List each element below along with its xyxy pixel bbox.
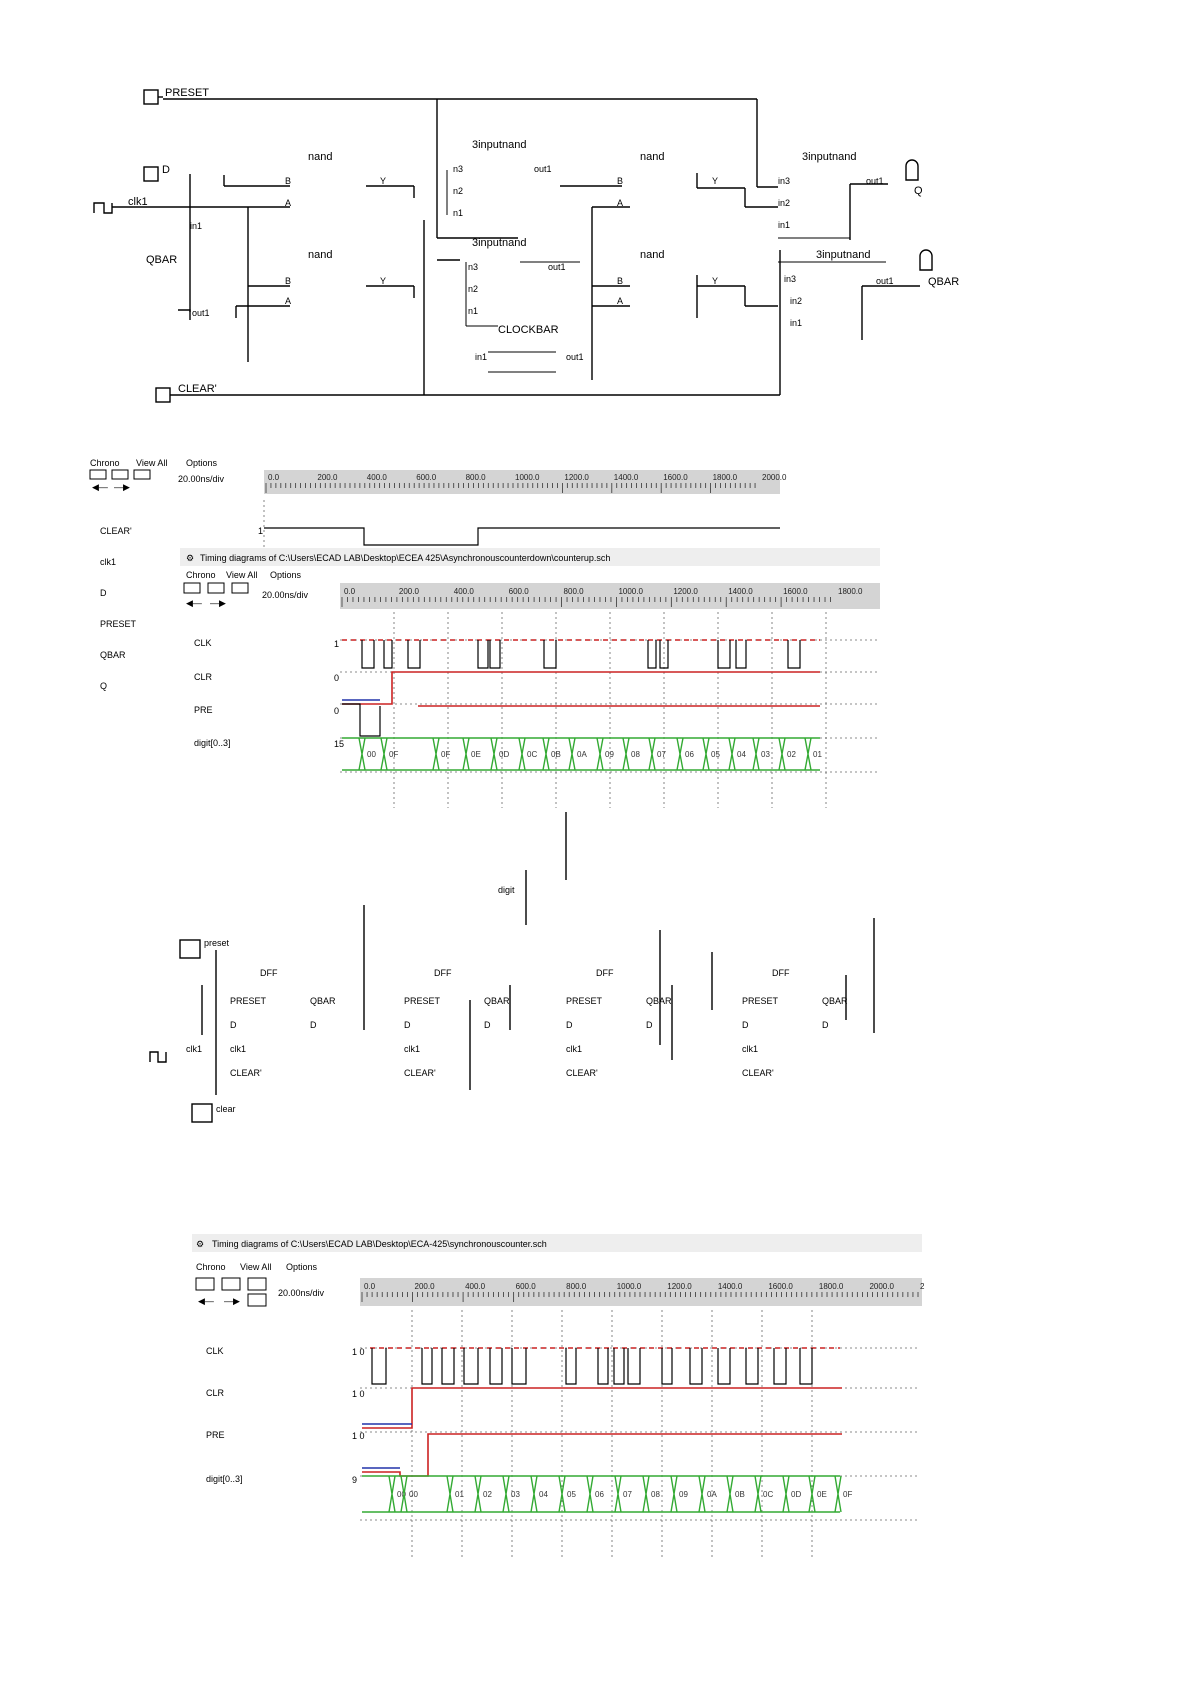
- t3-digit-value: 0B: [735, 1490, 745, 1499]
- t3-menu-viewall[interactable]: View All: [240, 1262, 272, 1272]
- t1-div: 20.00ns/div: [178, 474, 225, 484]
- dff-q-pin: D: [484, 1020, 491, 1030]
- t2-menu-chrono[interactable]: Chrono: [186, 570, 216, 580]
- q-output-icon: [906, 160, 918, 180]
- t2-digit-value: 0E: [471, 750, 481, 759]
- clock-input-icon[interactable]: [94, 203, 112, 213]
- t2-digit-value: 03: [761, 750, 770, 759]
- svg-text:out1: out1: [534, 164, 552, 174]
- t1-signal-label: clk1: [100, 557, 117, 567]
- svg-text:B: B: [285, 176, 292, 186]
- t2-digit-transition: [597, 738, 603, 770]
- t3-digit-value: 07: [623, 1490, 632, 1499]
- t3-clk-pulse: [598, 1348, 608, 1384]
- t2-clk-pulse: [544, 640, 556, 668]
- svg-text:Y: Y: [712, 276, 719, 286]
- tick-label: 2000.0: [762, 473, 787, 482]
- tick-label: 0.0: [268, 473, 280, 482]
- preset-label: PRESET: [165, 87, 210, 99]
- tick-label: 400.0: [366, 473, 387, 482]
- tick-label: 2000.0: [869, 1282, 894, 1291]
- preset-input-icon-2[interactable]: [180, 940, 200, 958]
- t1-signal-label: D: [100, 588, 107, 598]
- t2-digit-value: 08: [631, 750, 640, 759]
- and3-2-label: 3inputnand: [472, 237, 527, 249]
- t3-init-value: 1 0: [352, 1431, 365, 1441]
- t2-signal-label: CLK: [194, 638, 212, 648]
- tick-label: 1400.0: [717, 1282, 743, 1291]
- tick-label: 200.0: [414, 1282, 435, 1291]
- t2-clk-pulse: [736, 640, 746, 668]
- t3-digit-value: 0C: [763, 1490, 774, 1499]
- clockbar-label: CLOCKBAR: [498, 324, 559, 336]
- qbar-label: QBAR: [928, 276, 960, 288]
- and3-4-label: 3inputnand: [816, 249, 871, 261]
- t3-clk-pulse: [422, 1348, 432, 1384]
- dff-clk-pin: clk1: [230, 1044, 247, 1054]
- clk-label: clk1: [128, 196, 148, 208]
- t2-digit-value: 07: [657, 750, 666, 759]
- t2-digit-value: 05: [711, 750, 720, 759]
- t3-pre-trace: [362, 1434, 842, 1476]
- t3-digit-value: 03: [511, 1490, 520, 1499]
- t3-init-value: 1 0: [352, 1389, 365, 1399]
- t2-digit-transition: [753, 738, 759, 770]
- t3-digit-transition: [389, 1476, 395, 1512]
- nand4-label: nand: [640, 249, 665, 261]
- tick-label: 1200.0: [667, 1282, 692, 1291]
- t1-signal-label: Q: [100, 681, 108, 691]
- t3-plus-button[interactable]: [248, 1278, 266, 1290]
- t1-menu-viewall[interactable]: View All: [136, 458, 168, 468]
- tick-label: 800.0: [465, 473, 486, 482]
- t3-digit-value: 09: [679, 1490, 688, 1499]
- t3-digit-transition: [615, 1476, 621, 1512]
- tick-label: 1600.0: [768, 1282, 793, 1291]
- svg-text:out1: out1: [876, 276, 894, 286]
- t2-digit-transition: [779, 738, 785, 770]
- t2-digit-transition: [491, 738, 497, 770]
- tick-label: 1000.0: [618, 587, 643, 596]
- svg-text:in1: in1: [778, 220, 791, 230]
- t3-digit-transition: [699, 1476, 705, 1512]
- t1-first-value: 1: [258, 526, 264, 536]
- tick-label: 400.0: [465, 1282, 486, 1291]
- t1-menu-chrono[interactable]: Chrono: [90, 458, 120, 468]
- t3-signal-label: CLR: [206, 1388, 225, 1398]
- t2-digit-value: 0D: [499, 750, 510, 759]
- tick-label: 1200.0: [673, 587, 698, 596]
- t3-digit-value: 08: [651, 1490, 660, 1499]
- dff-title: DFF: [596, 968, 614, 978]
- t3-digit-value: 00: [397, 1490, 406, 1499]
- t2-digit-value: 0C: [527, 750, 538, 759]
- t3-digit-transition: [755, 1476, 761, 1512]
- t2-init-value: 0: [334, 673, 340, 683]
- svg-text:in3: in3: [778, 176, 791, 186]
- clock-input-icon-2[interactable]: [150, 1052, 166, 1062]
- t2-init-value: 0: [334, 706, 340, 716]
- t3-digit-value: 0A: [707, 1490, 717, 1499]
- t3-clk-pulse: [490, 1348, 502, 1384]
- dff-qbar-pin: QBAR: [646, 996, 672, 1006]
- svg-text:in2: in2: [790, 296, 803, 306]
- tick-label: 1200.0: [564, 473, 589, 482]
- t2-digit-transition: [543, 738, 549, 770]
- tick-label: 1400.0: [613, 473, 639, 482]
- t2-digit-transition: [381, 738, 387, 770]
- dff-preset-pin: PRESET: [230, 996, 267, 1006]
- svg-text:Y: Y: [712, 176, 719, 186]
- t2-menu-options[interactable]: Options: [270, 570, 302, 580]
- in1-label: in1: [190, 221, 203, 231]
- clear-input-icon-2[interactable]: [192, 1104, 212, 1122]
- t3-title: Timing diagrams of C:\Users\ECAD LAB\Desktop\ECA-425\synchronouscounter.sch: [212, 1239, 547, 1249]
- t3-signal-label: digit[0..3]: [206, 1474, 243, 1484]
- t2-signal-label: digit[0..3]: [194, 738, 231, 748]
- digit-label: digit: [498, 885, 515, 895]
- svg-text:n1: n1: [453, 208, 464, 218]
- dff-title: DFF: [434, 968, 452, 978]
- t3-digit-value: 04: [539, 1490, 548, 1499]
- t2-signal-label: CLR: [194, 672, 213, 682]
- t2-clr-trace: [342, 672, 820, 704]
- clk-input-label-2: clk1: [186, 1044, 203, 1054]
- t3-digit-value: 01: [455, 1490, 464, 1499]
- t1-left-arrow-icon[interactable]: ◀—: [92, 482, 108, 492]
- dff-clk-pin: clk1: [404, 1044, 421, 1054]
- svg-text:A: A: [617, 198, 624, 208]
- dff-title: DFF: [772, 968, 790, 978]
- and3-3-label: 3inputnand: [802, 151, 857, 163]
- t1-zoom-in-button[interactable]: [112, 470, 128, 479]
- svg-text:out1: out1: [548, 262, 566, 272]
- nand2-label: nand: [308, 249, 333, 261]
- svg-text:Y: Y: [380, 276, 387, 286]
- t3-digit-value: 0F: [843, 1490, 853, 1499]
- t3-clk-pulse: [566, 1348, 576, 1384]
- t2-digit-value: 00: [367, 750, 376, 759]
- svg-text:n2: n2: [453, 186, 464, 196]
- t3-clk-pulse: [662, 1348, 672, 1384]
- dff-clk-pin: clk1: [742, 1044, 759, 1054]
- dff-preset-pin: PRESET: [742, 996, 779, 1006]
- counter-schematic: [150, 812, 874, 1122]
- t3-zoom-out-button[interactable]: [196, 1278, 214, 1290]
- t3-digit-transition: [783, 1476, 789, 1512]
- t1-signal-label: QBAR: [100, 650, 126, 660]
- timing-window-3[interactable]: [192, 1234, 925, 1560]
- t2-plus-button[interactable]: [232, 583, 248, 593]
- dff-clear-pin: CLEAR': [230, 1068, 262, 1078]
- tick-label: 600.0: [515, 1282, 536, 1291]
- tick-label: 0.0: [364, 1282, 376, 1291]
- t2-right-arrow-icon[interactable]: —▶: [210, 598, 226, 608]
- t3-clk-pulse: [512, 1348, 526, 1384]
- and3-1-label: 3inputnand: [472, 139, 527, 151]
- t3-init-value: 9: [352, 1475, 358, 1485]
- t2-pre-pulse: [342, 704, 380, 736]
- tick-label: 1000.0: [515, 473, 540, 482]
- svg-text:A: A: [285, 296, 292, 306]
- t3-digit-value: 0D: [791, 1490, 802, 1499]
- tick-label: 400.0: [453, 587, 474, 596]
- tick-label: 200.0: [398, 587, 419, 596]
- preset-label-2: preset: [204, 938, 230, 948]
- t3-zoom-in-button[interactable]: [222, 1278, 240, 1290]
- svg-text:n1: n1: [468, 306, 479, 316]
- dff-blocks: [186, 968, 848, 1078]
- svg-text:n3: n3: [453, 164, 464, 174]
- qbar-in-label: QBAR: [146, 254, 178, 266]
- svg-text:n2: n2: [468, 284, 479, 294]
- t3-window-icon: ⚙: [196, 1239, 205, 1249]
- tick-label: 800.0: [563, 587, 584, 596]
- t3-left-arrow-icon[interactable]: ◀—: [198, 1296, 214, 1306]
- t2-digit-transition: [359, 738, 365, 770]
- clear-label: CLEAR': [178, 383, 217, 395]
- dff-d-pin: D: [230, 1020, 237, 1030]
- svg-text:A: A: [617, 296, 624, 306]
- preset-input-icon[interactable]: [144, 90, 158, 104]
- t2-left-arrow-icon[interactable]: ◀—: [186, 598, 202, 608]
- t3-clk-pulse: [628, 1348, 640, 1384]
- t3-clk-pulse: [614, 1348, 624, 1384]
- t3-init-value: 1 0: [352, 1347, 365, 1357]
- t1-signal-label: PRESET: [100, 619, 137, 629]
- tick-label: 1400.0: [728, 587, 753, 596]
- svg-text:out1: out1: [566, 352, 584, 362]
- svg-text:A: A: [285, 198, 292, 208]
- t3-clk-pulse: [718, 1348, 730, 1384]
- t2-digit-transition: [677, 738, 683, 770]
- t1-signal-names: [100, 526, 137, 691]
- tick-label: 800.0: [566, 1282, 587, 1291]
- dff-d-pin: D: [742, 1020, 749, 1030]
- t1-plus-button[interactable]: [134, 470, 150, 479]
- t3-clk-pulse: [372, 1348, 386, 1384]
- tick-label: 1800.0: [838, 587, 863, 596]
- dff-q-pin: D: [646, 1020, 653, 1030]
- t3-clk-pulse: [690, 1348, 702, 1384]
- t3-right-arrow-icon[interactable]: —▶: [224, 1296, 240, 1306]
- dff-schematic: [94, 87, 959, 402]
- dff-d-pin: D: [566, 1020, 573, 1030]
- t3-digit-value: 00: [409, 1490, 418, 1499]
- t3-digit-transition: [835, 1476, 841, 1512]
- d-input-icon[interactable]: [144, 167, 158, 181]
- t3-menu-chrono[interactable]: Chrono: [196, 1262, 226, 1272]
- t3-menu-options[interactable]: Options: [286, 1262, 318, 1272]
- t3-clk-pulse: [442, 1348, 454, 1384]
- t3-div: 20.00ns/div: [278, 1288, 325, 1298]
- t2-title: Timing diagrams of C:\Users\ECAD LAB\Desktop\ECEA 425\Asynchronouscounterdown\counterup.sch: [200, 553, 611, 563]
- t2-digit-value: 09: [605, 750, 614, 759]
- svg-text:B: B: [617, 276, 624, 286]
- t2-grid: [340, 612, 880, 808]
- svg-text:in2: in2: [778, 198, 791, 208]
- timing-window-2[interactable]: [180, 548, 880, 808]
- dff-clk-pin: clk1: [566, 1044, 583, 1054]
- svg-text:out1: out1: [866, 176, 884, 186]
- t2-digit-value: 02: [787, 750, 796, 759]
- svg-text:B: B: [285, 276, 292, 286]
- t2-clk-pulse: [478, 640, 488, 668]
- t2-digit-transition: [569, 738, 575, 770]
- tick-label: 1800.0: [712, 473, 738, 482]
- t2-init-value: 15: [334, 739, 345, 749]
- t3-minus-button[interactable]: [248, 1294, 266, 1306]
- dff-preset-pin: PRESET: [404, 996, 441, 1006]
- t2-digit-value: 0F: [389, 750, 399, 759]
- dff-qbar-pin: QBAR: [822, 996, 848, 1006]
- t2-clk-pulse: [362, 640, 374, 668]
- t2-digit-value: 01: [813, 750, 822, 759]
- t2-digit-value: 04: [737, 750, 746, 759]
- t2-digit-value: 0A: [577, 750, 587, 759]
- t3-clk-pulse: [774, 1348, 786, 1384]
- q-label: Q: [914, 185, 923, 197]
- t2-init-value: 1: [334, 639, 340, 649]
- dff-title: DFF: [260, 968, 278, 978]
- t3-digit-transition: [447, 1476, 453, 1512]
- t2-clk-pulse: [384, 640, 392, 668]
- svg-text:Y: Y: [380, 176, 387, 186]
- t3-digit-value: 05: [567, 1490, 576, 1499]
- t2-digit-value: 06: [685, 750, 694, 759]
- svg-text:in1: in1: [475, 352, 488, 362]
- tick-label: 1000.0: [616, 1282, 642, 1291]
- dff-q-pin: D: [822, 1020, 829, 1030]
- t2-digit-transition: [703, 738, 709, 770]
- tick-label: 1800.0: [818, 1282, 844, 1291]
- dff-clear-pin: CLEAR': [404, 1068, 436, 1078]
- svg-text:in1: in1: [790, 318, 803, 328]
- dff-clear-pin: CLEAR': [742, 1068, 774, 1078]
- t2-digit-transition: [729, 738, 735, 770]
- tick-label: 2: [920, 1282, 925, 1291]
- dff-qbar-pin: QBAR: [310, 996, 336, 1006]
- svg-text:n3: n3: [468, 262, 479, 272]
- t2-digit-value: 0B: [551, 750, 561, 759]
- d-label: D: [162, 164, 170, 176]
- t2-clk-pulse: [788, 640, 800, 668]
- t2-digit-transition: [463, 738, 469, 770]
- t2-digit-transition: [519, 738, 525, 770]
- t3-digit-transition: [671, 1476, 677, 1512]
- t3-digit-transition: [503, 1476, 509, 1512]
- t3-digit-transition: [531, 1476, 537, 1512]
- out1-label: out1: [192, 308, 210, 318]
- t1-menu-options[interactable]: Options: [186, 458, 218, 468]
- t2-digit-transition: [433, 738, 439, 770]
- t2-digit-transition: [623, 738, 629, 770]
- tick-label: 600.0: [416, 473, 437, 482]
- dff-d-pin: D: [404, 1020, 411, 1030]
- t3-digit-transition: [475, 1476, 481, 1512]
- t1-clear-trace: [264, 528, 780, 545]
- dff-q-pin: D: [310, 1020, 317, 1030]
- t3-digit-value: 0E: [817, 1490, 827, 1499]
- t2-menu-viewall[interactable]: View All: [226, 570, 258, 580]
- t2-zoom-in-button[interactable]: [208, 583, 224, 593]
- nand3-label: nand: [640, 151, 665, 163]
- t2-window-icon: ⚙: [186, 553, 195, 563]
- t3-digit-transition: [643, 1476, 649, 1512]
- tick-label: 0.0: [344, 587, 356, 596]
- t3-digit-value: 02: [483, 1490, 492, 1499]
- t1-signal-label: CLEAR': [100, 526, 132, 536]
- svg-text:in3: in3: [784, 274, 797, 284]
- dff-qbar-pin: QBAR: [484, 996, 510, 1006]
- t2-signal-names: [194, 638, 344, 749]
- tick-label: 200.0: [317, 473, 338, 482]
- t2-clk-pulse: [490, 640, 500, 668]
- t1-zoom-out-button[interactable]: [90, 470, 106, 479]
- t3-digit-transition: [587, 1476, 593, 1512]
- qbar-output-icon: [920, 250, 932, 270]
- t3-clk-pulse: [746, 1348, 758, 1384]
- t3-signal-names: [206, 1346, 365, 1485]
- t2-digit-transition: [805, 738, 811, 770]
- tick-label: 1600.0: [783, 587, 808, 596]
- t3-signal-label: CLK: [206, 1346, 224, 1356]
- t2-clk-pulse: [648, 640, 656, 668]
- t2-digit-transition: [649, 738, 655, 770]
- t3-clk-pulse: [800, 1348, 812, 1384]
- clear-label-2: clear: [216, 1104, 236, 1114]
- t3-digit-value: 06: [595, 1490, 604, 1499]
- t2-zoom-out-button[interactable]: [184, 583, 200, 593]
- t3-digit-transition: [727, 1476, 733, 1512]
- nand1-label: nand: [308, 151, 333, 163]
- dff-preset-pin: PRESET: [566, 996, 603, 1006]
- tick-label: 1600.0: [663, 473, 688, 482]
- dff-clear-pin: CLEAR': [566, 1068, 598, 1078]
- t2-clk-pulse: [408, 640, 420, 668]
- t3-signal-label: PRE: [206, 1430, 225, 1440]
- tick-label: 600.0: [508, 587, 529, 596]
- t2-clk-pulse: [718, 640, 730, 668]
- t3-clk-pulse: [464, 1348, 478, 1384]
- t2-traces: [342, 640, 822, 770]
- t3-traces: [362, 1348, 852, 1512]
- t2-digit-value: 0F: [441, 750, 451, 759]
- t1-right-arrow-icon[interactable]: —▶: [114, 482, 130, 492]
- svg-text:B: B: [617, 176, 624, 186]
- clear-input-icon[interactable]: [156, 388, 170, 402]
- t3-clr-trace: [362, 1388, 842, 1428]
- t2-signal-label: PRE: [194, 705, 213, 715]
- t2-div: 20.00ns/div: [262, 590, 309, 600]
